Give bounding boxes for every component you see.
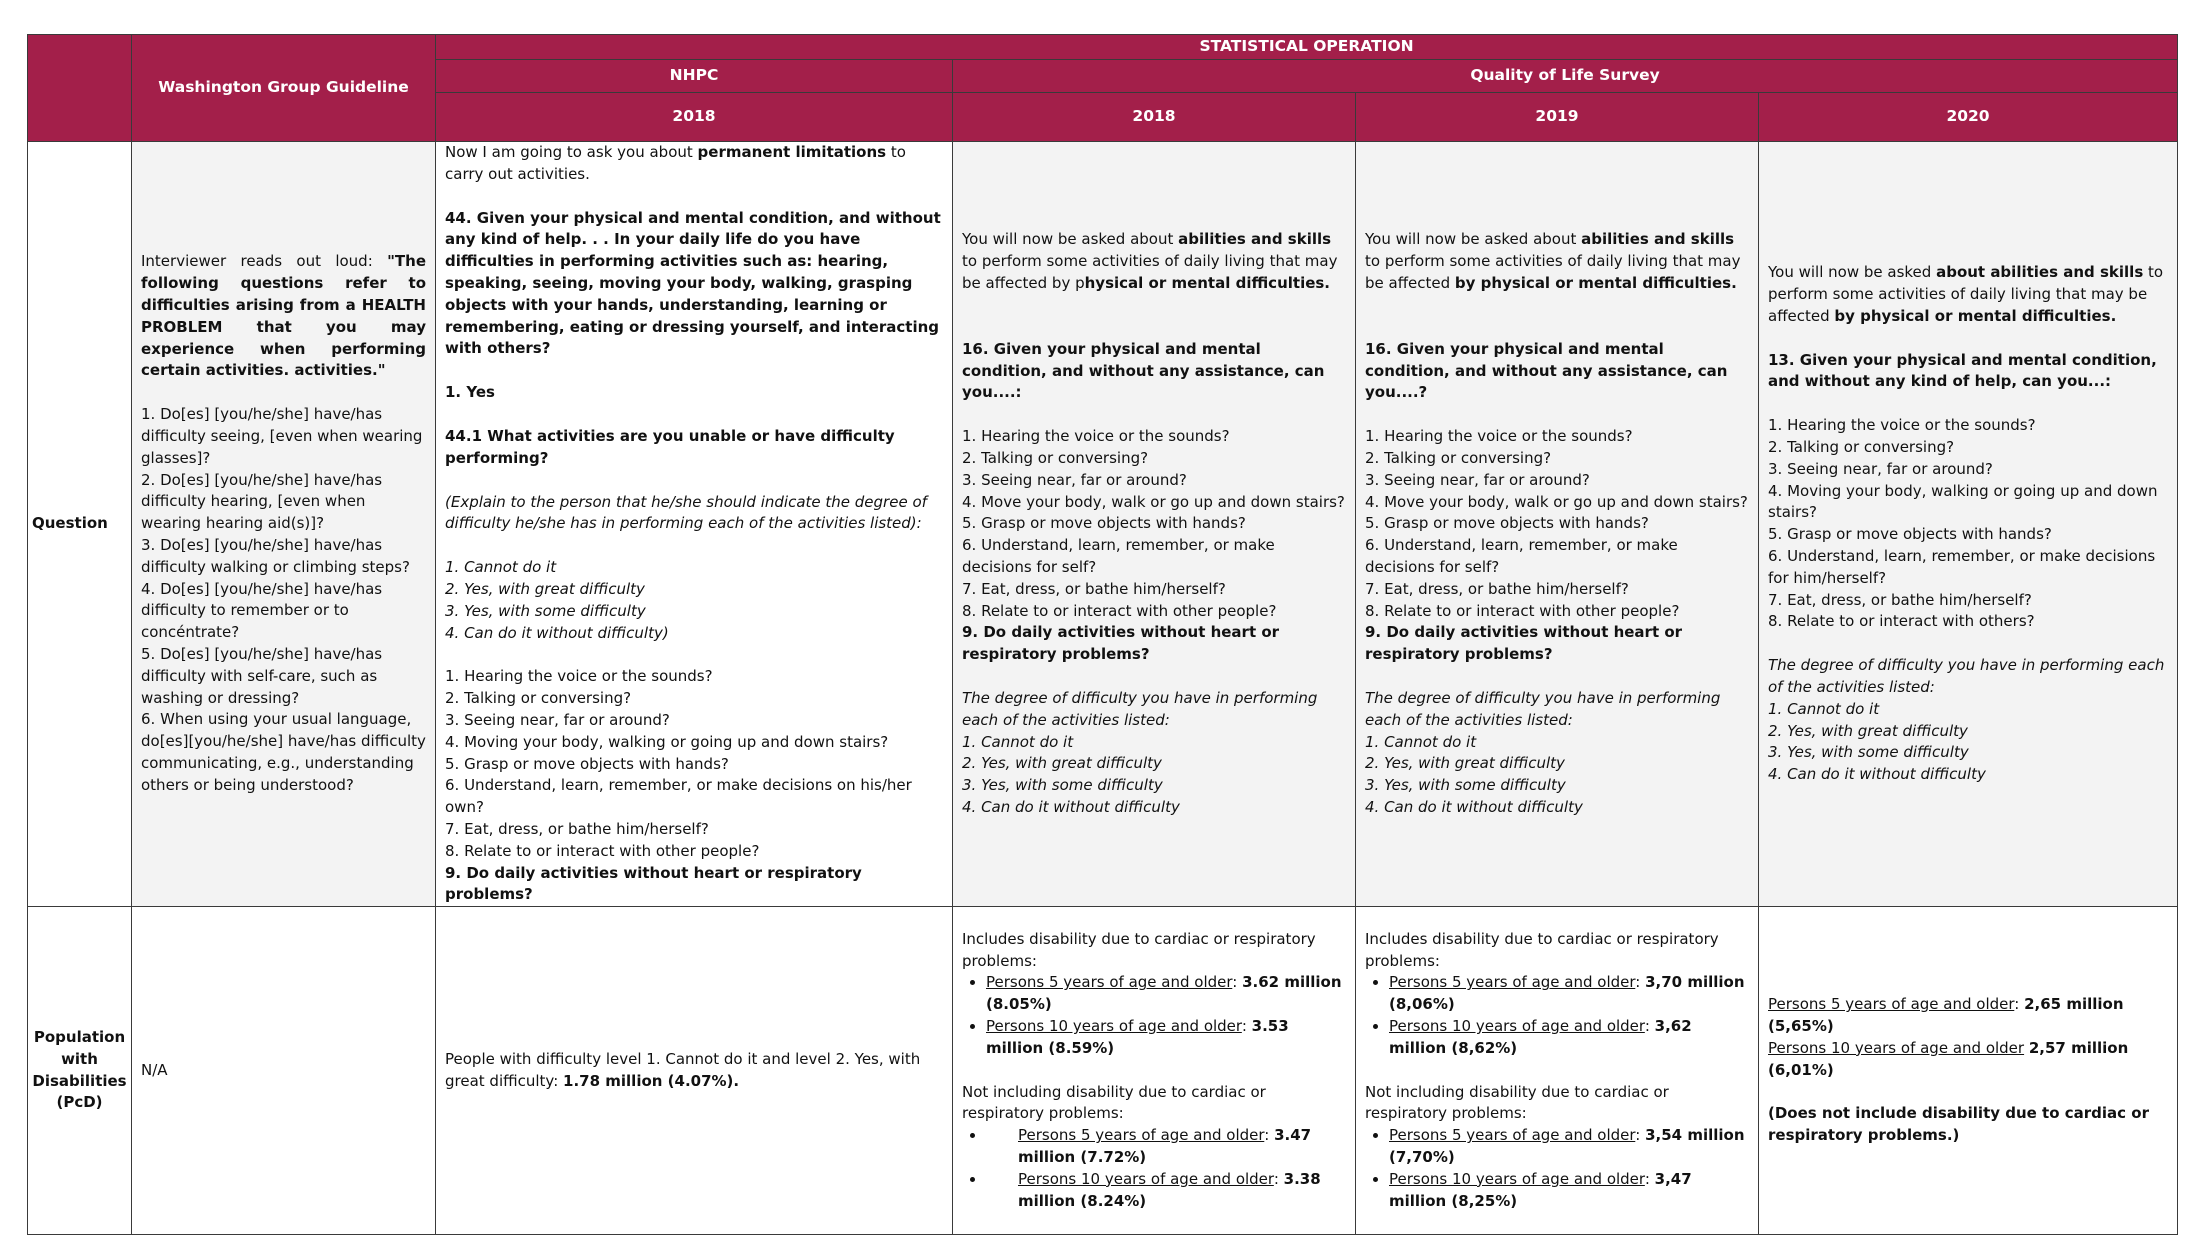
wg-item: 5. Do[es] [you/he/she] have/has difficulty with self-care, such as washing or dressing?	[141, 645, 383, 707]
header-statistical-operation: STATISTICAL OPERATION	[436, 35, 2178, 60]
list-item: • Persons 5 years of age and older: 3.62 million (8.05%)	[986, 972, 1346, 1016]
p2020-line-2: Persons 10 years of age and older 2,57 million (6,01%)	[1768, 1038, 2129, 1079]
q2019-item: 2. Talking or conversing?	[1365, 448, 1552, 467]
q2018-scale-item: 2. Yes, with great difficulty	[962, 754, 1162, 773]
nhpc-item: 2. Talking or conversing?	[445, 689, 632, 708]
q2018-item: 2. Talking or conversing?	[962, 448, 1149, 467]
cell-wg-question	[132, 142, 436, 907]
q2018-item: 8. Relate to or interact with other people?	[962, 601, 1277, 620]
q2018-item: 1. Hearing the voice or the sounds?	[962, 427, 1230, 446]
nhpc-scale-item: 4. Can do it without difficulty)	[445, 623, 669, 642]
cell-nhpc-population: People with difficulty level 1. Cannot do it and level 2. Yes, with great difficulty: 1.78 million (4.07%).	[436, 907, 953, 1235]
header-nhpc: NHPC	[436, 60, 953, 93]
q2018-item: 6. Understand, learn, remember, or make decisions for self?	[962, 536, 1275, 576]
p2019-excludes-list	[1365, 1125, 1749, 1212]
p2019-includes: Includes disability due to cardiac or respiratory problems:	[1365, 929, 1719, 970]
q2019-item-9: 9. Do daily activities without heart or respiratory problems?	[1365, 623, 1683, 664]
p2020-line-1: Persons 5 years of age and older: 2,65 million (5,65%)	[1768, 995, 2124, 1036]
q2019-item: 1. Hearing the voice or the sounds?	[1365, 427, 1633, 446]
q2020-item: 2. Talking or conversing?	[1768, 437, 1955, 456]
nhpc-question-44: 44. Given your physical and mental condition, and without any kind of help. . . In your daily life do you have difficulties in performing activities such as: hearing, speaking, seeing, moving your body, walking, grasping objects with your hands, understanding, learning or remembering, eating or dressing yourself, and interacting with others?	[445, 208, 941, 358]
header-year-2018: 2018	[953, 93, 1356, 142]
q2018-intro: You will now be asked about abilities and skills to perform some activities of daily living that may be affected by physical or mental difficulties.	[962, 230, 1338, 292]
q2019-item: 7. Eat, dress, or bathe him/herself?	[1365, 579, 1629, 598]
cell-qls-2020-population	[1759, 907, 2178, 1235]
list-item: • Persons 10 years of age and older: 3,47 million (8,25%)	[1389, 1169, 1749, 1213]
cell-qls-2018-question	[953, 142, 1356, 907]
wg-item: 3. Do[es] [you/he/she] have/has difficulty walking or climbing steps?	[141, 536, 410, 576]
comparison-table	[27, 34, 2178, 1235]
nhpc-question-44-1: 44.1 What activities are you unable or have difficulty performing?	[445, 426, 895, 467]
wg-item: 4. Do[es] [you/he/she] have/has difficulty to remember or to concéntrate?	[141, 579, 383, 642]
q2019-degree: The degree of difficulty you have in performing each of the activities listed:	[1365, 688, 1721, 729]
cell-wg-population: N/A	[132, 907, 436, 1235]
list-item: • Persons 10 years of age and older: 3.38 million (8.24%)	[986, 1169, 1346, 1213]
q2019-item: 5. Grasp or move objects with hands?	[1365, 514, 1649, 533]
q2018-scale-item: 4. Can do it without difficulty	[962, 797, 1180, 816]
q2019-item: 4. Move your body, walk or go up and down stairs?	[1365, 492, 1748, 511]
cell-qls-2019-question	[1356, 142, 1759, 907]
nhpc-scale-item: 2. Yes, with great difficulty	[445, 579, 645, 598]
wg-item: 2. Do[es] [you/he/she] have/has difficulty hearing, [even when wearing hearing aid(s)]?	[141, 470, 383, 533]
p2018-excludes-list	[962, 1125, 1346, 1212]
list-item: • Persons 5 years of age and older: 3.47 million (7.72%)	[986, 1125, 1346, 1169]
q2020-item: 3. Seeing near, far or around?	[1768, 459, 1993, 478]
nhpc-scale-item: 1. Cannot do it	[445, 558, 557, 577]
nhpc-item-9: 9. Do daily activities without heart or respiratory problems?	[445, 863, 862, 904]
q2020-scale-item: 4. Can do it without difficulty	[1768, 765, 1986, 784]
p2018-excludes: Not including disability due to cardiac or respiratory problems:	[962, 1082, 1266, 1123]
list-item: • Persons 5 years of age and older: 3,54 million (7,70%)	[1389, 1125, 1749, 1169]
q2020-item: 4. Moving your body, walking or going up and down stairs?	[1768, 481, 2158, 522]
q2019-scale-item: 1. Cannot do it	[1365, 732, 1477, 751]
q2018-scale-item: 1. Cannot do it	[962, 732, 1074, 751]
wg-intro: Interviewer reads out loud: "The following questions refer to difficulties arising from a HEALTH PROBLEM that you may experience when performing certain activities. activities."	[141, 252, 426, 380]
q2018-item: 4. Move your body, walk or go up and down stairs?	[962, 492, 1345, 511]
q2019-item: 6. Understand, learn, remember, or make decisions for self?	[1365, 536, 1678, 576]
q2019-scale-item: 4. Can do it without difficulty	[1365, 797, 1583, 816]
q2020-item: 5. Grasp or move objects with hands?	[1768, 525, 2052, 544]
cell-nhpc-question	[436, 142, 953, 907]
q2018-scale-item: 3. Yes, with some difficulty	[962, 776, 1163, 795]
q2019-scale-item: 3. Yes, with some difficulty	[1365, 776, 1566, 795]
list-item: • Persons 10 years of age and older: 3.53 million (8.59%)	[986, 1016, 1346, 1060]
nhpc-item: 6. Understand, learn, remember, or make decisions on his/her own?	[445, 776, 912, 817]
header-year-2019: 2019	[1356, 93, 1759, 142]
p2019-excludes: Not including disability due to cardiac or respiratory problems:	[1365, 1082, 1669, 1123]
q2018-item-9: 9. Do daily activities without heart or respiratory problems?	[962, 623, 1280, 664]
header-year-nhpc-2018: 2018	[436, 93, 953, 142]
list-item: • Persons 10 years of age and older: 3,62 million (8,62%)	[1389, 1016, 1749, 1060]
q2019-item: 3. Seeing near, far or around?	[1365, 470, 1590, 489]
p2018-includes-list	[962, 972, 1346, 1059]
nhpc-item: 5. Grasp or move objects with hands?	[445, 754, 729, 773]
nhpc-item: 8. Relate to or interact with other people?	[445, 841, 760, 860]
row-label-population: Population with Disabilities (PcD)	[28, 907, 132, 1235]
q2019-item: 8. Relate to or interact with other people?	[1365, 601, 1680, 620]
q2020-item: 1. Hearing the voice or the sounds?	[1768, 416, 2036, 435]
header-washington-group: Washington Group Guideline	[132, 35, 436, 142]
nhpc-item: 4. Moving your body, walking or going up and down stairs?	[445, 732, 889, 751]
header-year-2020: 2020	[1759, 93, 2178, 142]
cell-qls-2018-population	[953, 907, 1356, 1235]
cell-qls-2019-population	[1356, 907, 1759, 1235]
q2019-scale-item: 2. Yes, with great difficulty	[1365, 754, 1565, 773]
nhpc-scale-item: 3. Yes, with some difficulty	[445, 601, 646, 620]
q2020-scale-item: 3. Yes, with some difficulty	[1768, 743, 1969, 762]
q2020-scale-item: 1. Cannot do it	[1768, 699, 1880, 718]
q2020-question-13: 13. Given your physical and mental condition, and without any kind of help, can you...:	[1768, 350, 2157, 391]
q2020-intro: You will now be asked about abilities and skills to perform some activities of daily living that may be affected by physical or mental difficulties.	[1768, 263, 2164, 325]
p2020-note: (Does not include disability due to cardiac or respiratory problems.)	[1768, 1104, 2149, 1145]
q2018-item: 5. Grasp or move objects with hands?	[962, 514, 1246, 533]
q2019-question-16: 16. Given your physical and mental condition, and without any assistance, can you....?	[1365, 339, 1728, 402]
q2020-degree: The degree of difficulty you have in performing each of the activities listed:	[1768, 656, 2165, 696]
nhpc-explain: (Explain to the person that he/she should indicate the degree of difficulty he/she has in performing each of the activities listed):	[445, 492, 927, 533]
row-label-question: Question	[28, 142, 132, 907]
q2020-item: 7. Eat, dress, or bathe him/herself?	[1768, 590, 2032, 609]
cell-qls-2020-question	[1759, 142, 2178, 907]
header-corner	[28, 35, 132, 142]
q2020-item: 8. Relate to or interact with others?	[1768, 612, 2035, 631]
q2020-item: 6. Understand, learn, remember, or make decisions for him/herself?	[1768, 546, 2156, 587]
nhpc-item: 3. Seeing near, far or around?	[445, 710, 670, 729]
q2018-item: 7. Eat, dress, or bathe him/herself?	[962, 579, 1226, 598]
list-item: • Persons 5 years of age and older: 3,70 million (8,06%)	[1389, 972, 1749, 1016]
p2018-includes: Includes disability due to cardiac or respiratory problems:	[962, 929, 1316, 970]
p2019-includes-list	[1365, 972, 1749, 1059]
q2018-item: 3. Seeing near, far or around?	[962, 470, 1187, 489]
wg-item: 6. When using your usual language, do[es][you/he/she] have/has difficulty communicating, e.g., understanding others or being understood?	[141, 710, 426, 794]
wg-item: 1. Do[es] [you/he/she] have/has difficulty seeing, [even when wearing glasses]?	[141, 405, 423, 467]
nhpc-item: 7. Eat, dress, or bathe him/herself?	[445, 819, 709, 838]
q2018-degree: The degree of difficulty you have in performing each of the activities listed:	[962, 688, 1318, 729]
nhpc-yes-option: 1. Yes	[445, 383, 495, 402]
nhpc-item: 1. Hearing the voice or the sounds?	[445, 667, 713, 686]
header-quality-of-life-survey: Quality of Life Survey	[953, 60, 2178, 93]
q2018-question-16: 16. Given your physical and mental condition, and without any assistance, can you....:	[962, 339, 1325, 402]
q2019-intro: You will now be asked about abilities and skills to perform some activities of daily living that may be affected by physical or mental difficulties.	[1365, 230, 1741, 292]
q2020-scale-item: 2. Yes, with great difficulty	[1768, 721, 1968, 740]
nhpc-intro: Now I am going to ask you about permanent limitations to carry out activities.	[445, 143, 906, 183]
